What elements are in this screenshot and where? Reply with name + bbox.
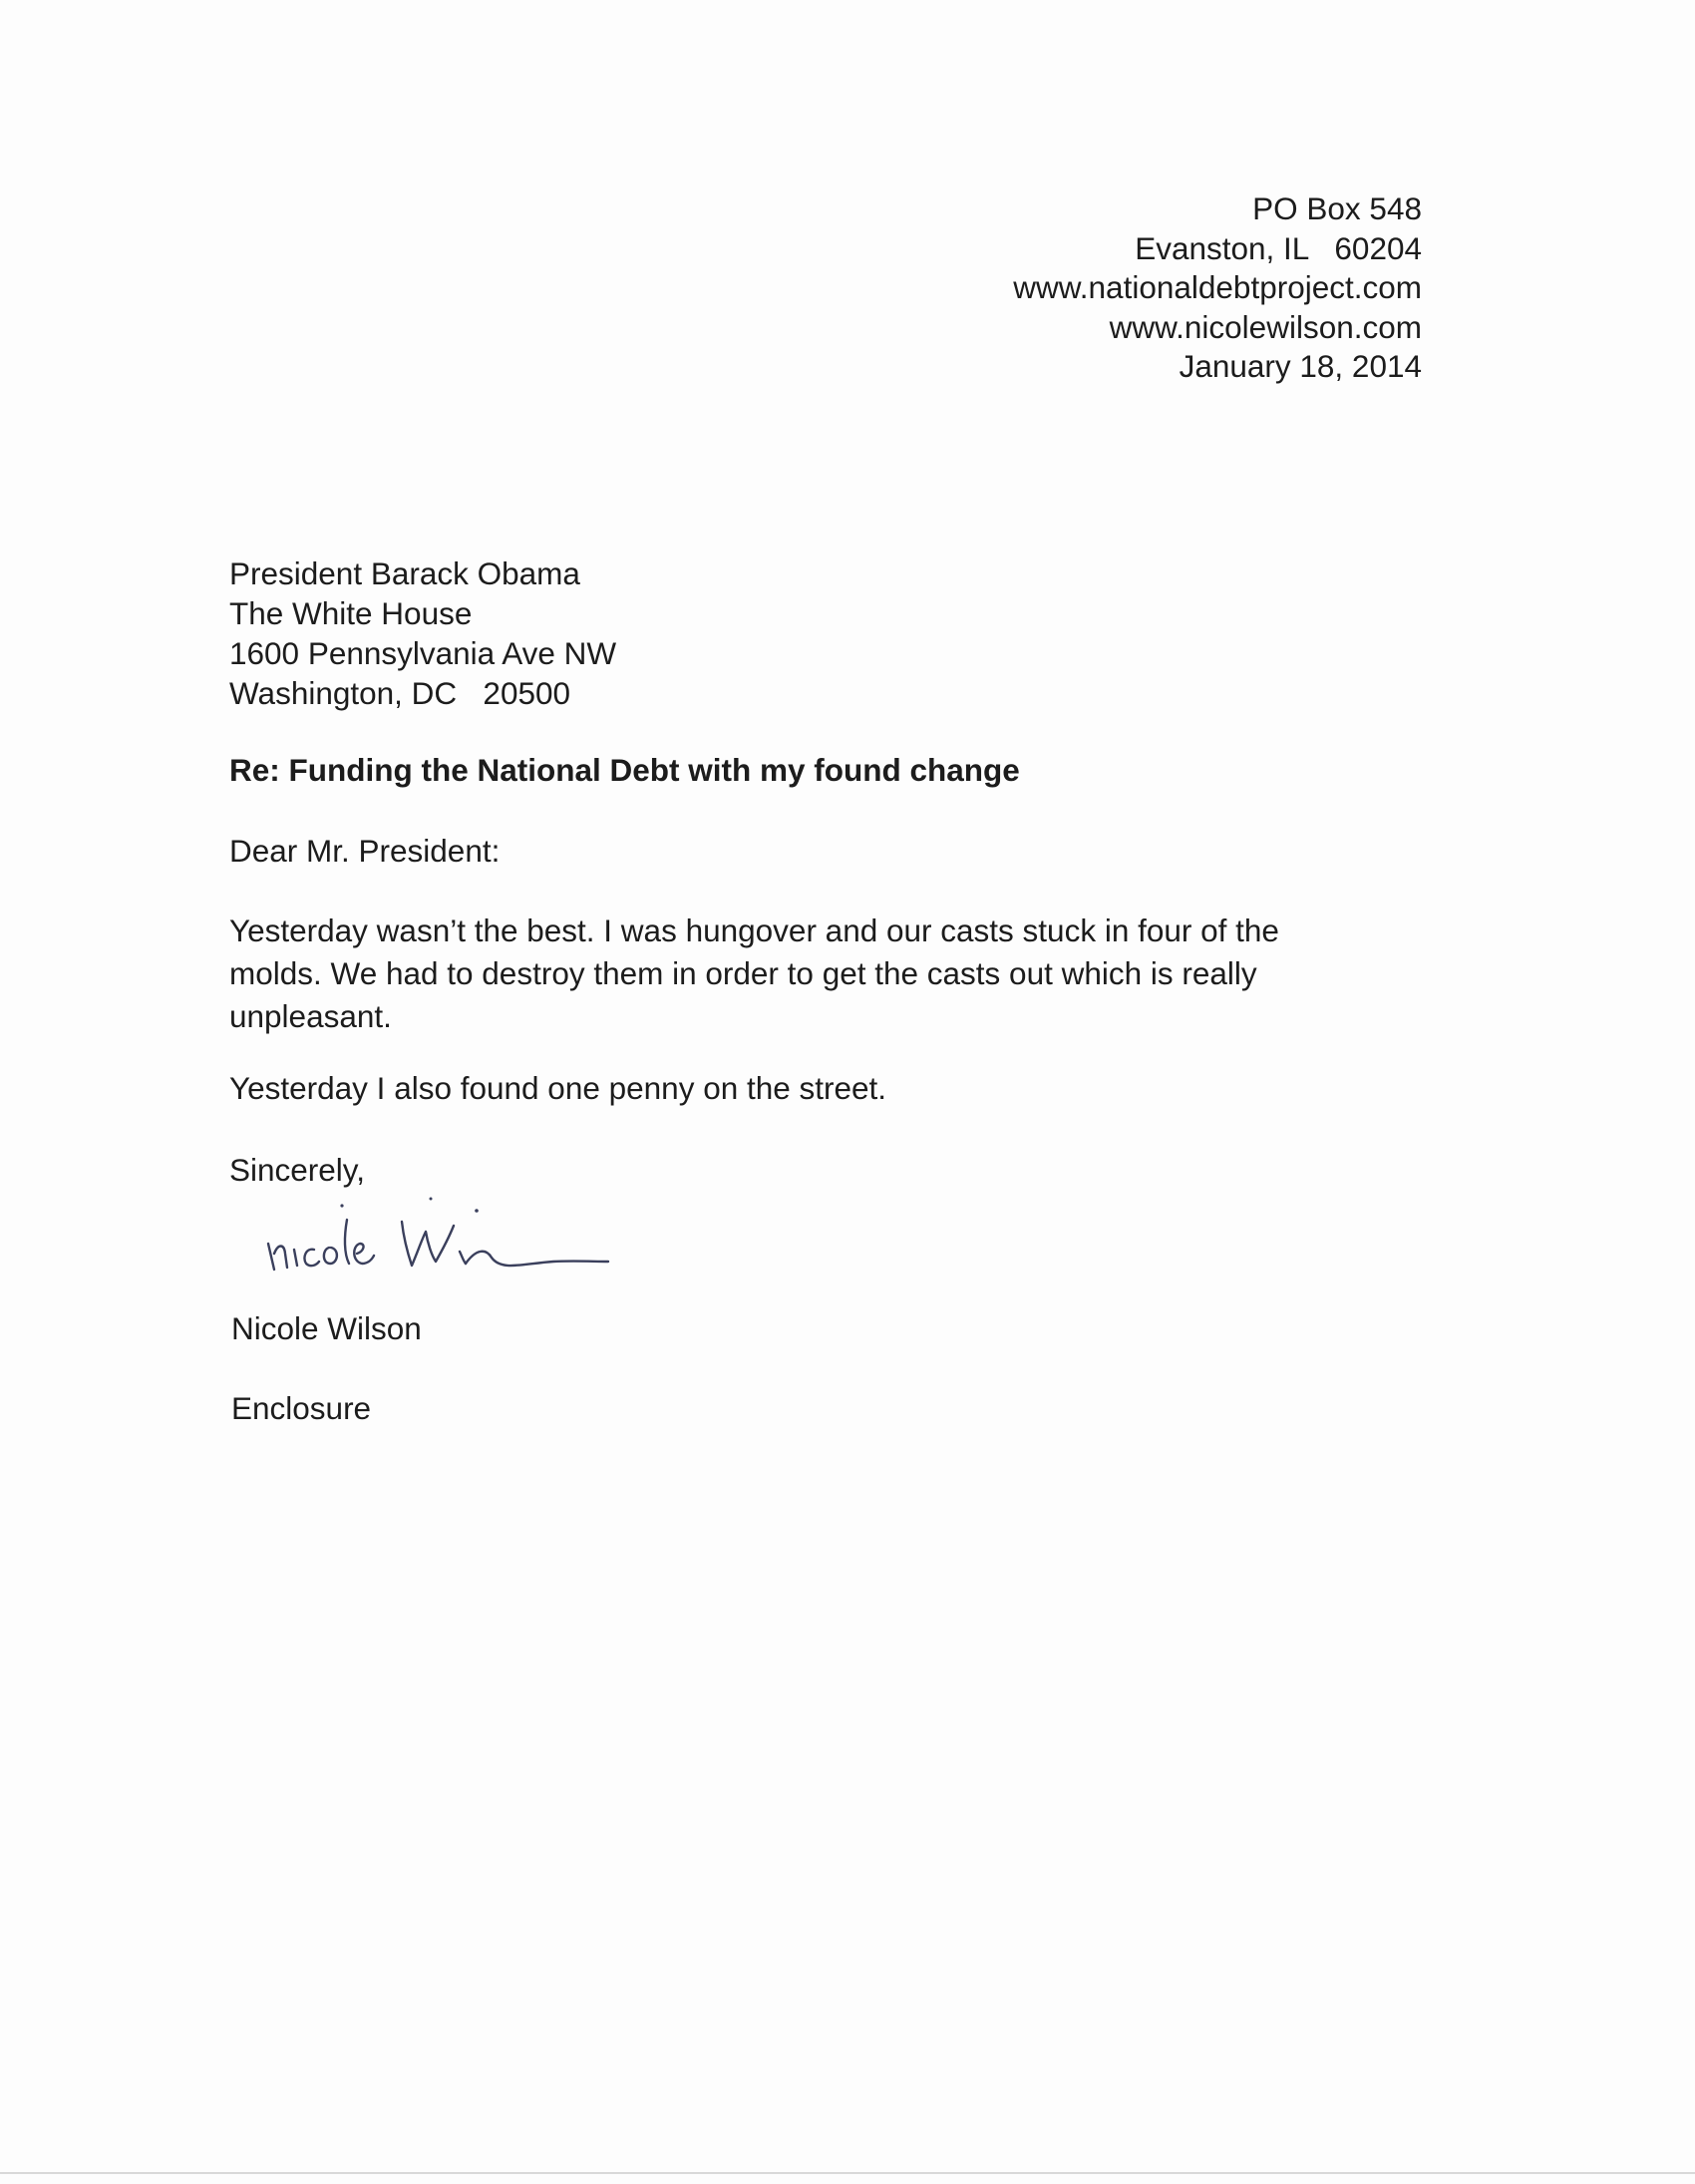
recipient-street: 1600 Pennsylvania Ave NW (229, 635, 617, 671)
sender-website-2: www.nicolewilson.com (1109, 308, 1422, 345)
signature-text: nicole Wi (254, 1192, 259, 1193)
signer-name: Nicole Wilson (231, 1310, 422, 1346)
recipient-city-state-zip: Washington, DC 20500 (229, 675, 571, 711)
body-paragraph-1 (229, 910, 1356, 1038)
enclosure-note: Enclosure (231, 1390, 372, 1426)
recipient-organization: The White House (229, 595, 473, 631)
closing: Sincerely, (229, 1152, 365, 1188)
sender-city-state-zip: Evanston, IL 60204 (1135, 229, 1422, 266)
body-paragraph-1-line-2: molds. We had to destroy them in order to get the casts out which is really (229, 955, 1257, 991)
body-paragraph-1-line-3: unpleasant. (229, 998, 392, 1034)
salutation: Dear Mr. President: (229, 833, 501, 869)
handwritten-signature (254, 1192, 643, 1281)
sender-address-block (624, 189, 1422, 387)
recipient-address-block (229, 553, 616, 713)
recipient-name: President Barack Obama (229, 555, 580, 591)
letter-date: January 18, 2014 (1179, 348, 1422, 384)
body-paragraph-1-line-1: Yesterday wasn’t the best. I was hungover and our casts stuck in four of the (229, 912, 1279, 948)
body-paragraph-2: Yesterday I also found one penny on the street. (229, 1070, 887, 1106)
sender-website-1: www.nationaldebtproject.com (1013, 269, 1422, 305)
subject-line: Re: Funding the National Debt with my found change (229, 752, 1020, 788)
sender-po-box: PO Box 548 (1252, 190, 1422, 226)
page-bottom-edge (0, 2172, 1695, 2174)
